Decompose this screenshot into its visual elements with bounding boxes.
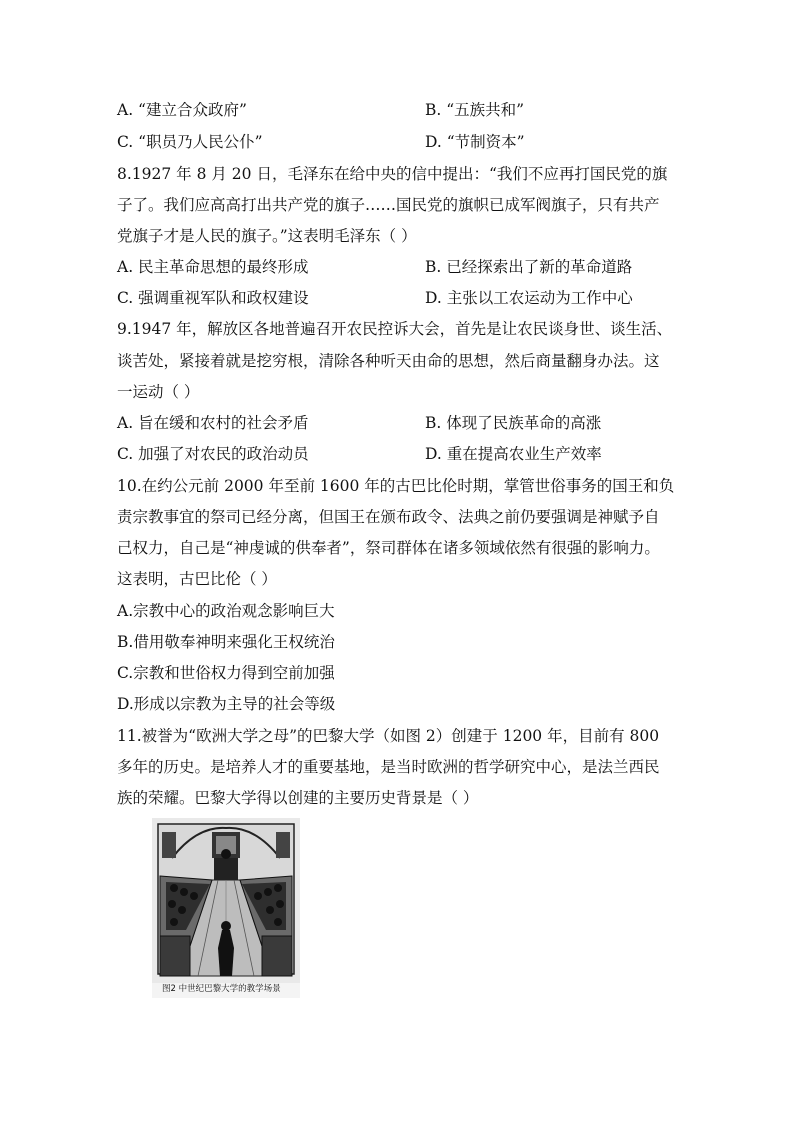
figure-caption: 图2 中世纪巴黎大学的教学场景 [162, 984, 281, 994]
q8-option-c[interactable]: C. 强调重视军队和政权建设 [117, 289, 309, 307]
q9-option-d[interactable]: D. 重在提高农业生产效率 [425, 445, 602, 463]
q7-option-d[interactable]: D. “节制资本” [425, 133, 525, 151]
q10-stem-line-1: 10.在约公元前 2000 年至前 1600 年的古巴比伦时期，掌管世俗事务的国王和负 [117, 477, 675, 495]
q7-option-c[interactable]: C. “职员乃人民公仆” [117, 133, 263, 151]
q11-stem-line-2: 多年的历史。是培养人才的重要基地，是当时欧洲的哲学研究中心，是法兰西民 [117, 758, 660, 776]
q9-stem-line-1: 9.1947 年，解放区各地普遍召开农民控诉大会，首先是让农民谈身世、谈生活、 [117, 320, 673, 338]
q10-stem-line-4: 这表明，古巴比伦（ ） [117, 570, 277, 588]
q10-option-a[interactable]: A.宗教中心的政治观念影响巨大 [117, 602, 335, 620]
q9-stem-line-2: 谈苦处，紧接着就是挖穷根，清除各种听天由命的思想，然后商量翻身办法。这 [117, 352, 660, 370]
q8-option-d[interactable]: D. 主张以工农运动为工作中心 [425, 289, 633, 307]
q8-stem-line-3: 党旗子才是人民的旗子。”这表明毛泽东（ ） [117, 227, 417, 245]
q7-option-a[interactable]: A. “建立合众政府” [117, 101, 247, 119]
q7-option-b[interactable]: B. “五族共和” [425, 101, 525, 119]
q9-option-c[interactable]: C. 加强了对农民的政治动员 [117, 445, 309, 463]
figure-paris-university-engraving [152, 818, 300, 998]
q11-stem-line-1: 11.被誉为“欧洲大学之母”的巴黎大学（如图 2）创建于 1200 年，目前有 800 [117, 727, 660, 745]
q8-stem-line-1: 8.1927 年 8 月 20 日，毛泽东在给中央的信中提出：“我们不应再打国民党的旗 [117, 165, 668, 183]
engraving-illustration [152, 818, 300, 983]
q8-stem-line-2: 子了。我们应高高打出共产党的旗子……国民党的旗帜已成军阀旗子，只有共产 [117, 196, 660, 214]
q9-option-a[interactable]: A. 旨在缓和农村的社会矛盾 [117, 414, 309, 432]
q10-stem-line-3: 己权力，自己是“神虔诚的供奉者”，祭司群体在诸多领域依然有很强的影响力。 [117, 539, 660, 557]
q9-option-b[interactable]: B. 体现了民族革命的高涨 [425, 414, 602, 432]
q9-stem-line-3: 一运动（ ） [117, 383, 200, 401]
q8-option-b[interactable]: B. 已经探索出了新的革命道路 [425, 258, 633, 276]
q10-option-d[interactable]: D.形成以宗教为主导的社会等级 [117, 695, 336, 713]
q10-option-c[interactable]: C.宗教和世俗权力得到空前加强 [117, 664, 335, 682]
q8-option-a[interactable]: A. 民主革命思想的最终形成 [117, 258, 309, 276]
q10-option-b[interactable]: B.借用敬奉神明来强化王权统治 [117, 633, 335, 651]
q11-stem-line-3: 族的荣耀。巴黎大学得以创建的主要历史背景是（ ） [117, 789, 479, 807]
q10-stem-line-2: 责宗教事宜的祭司已经分离，但国王在颁布政令、法典之前仍要强调是神赋予自 [117, 508, 660, 526]
